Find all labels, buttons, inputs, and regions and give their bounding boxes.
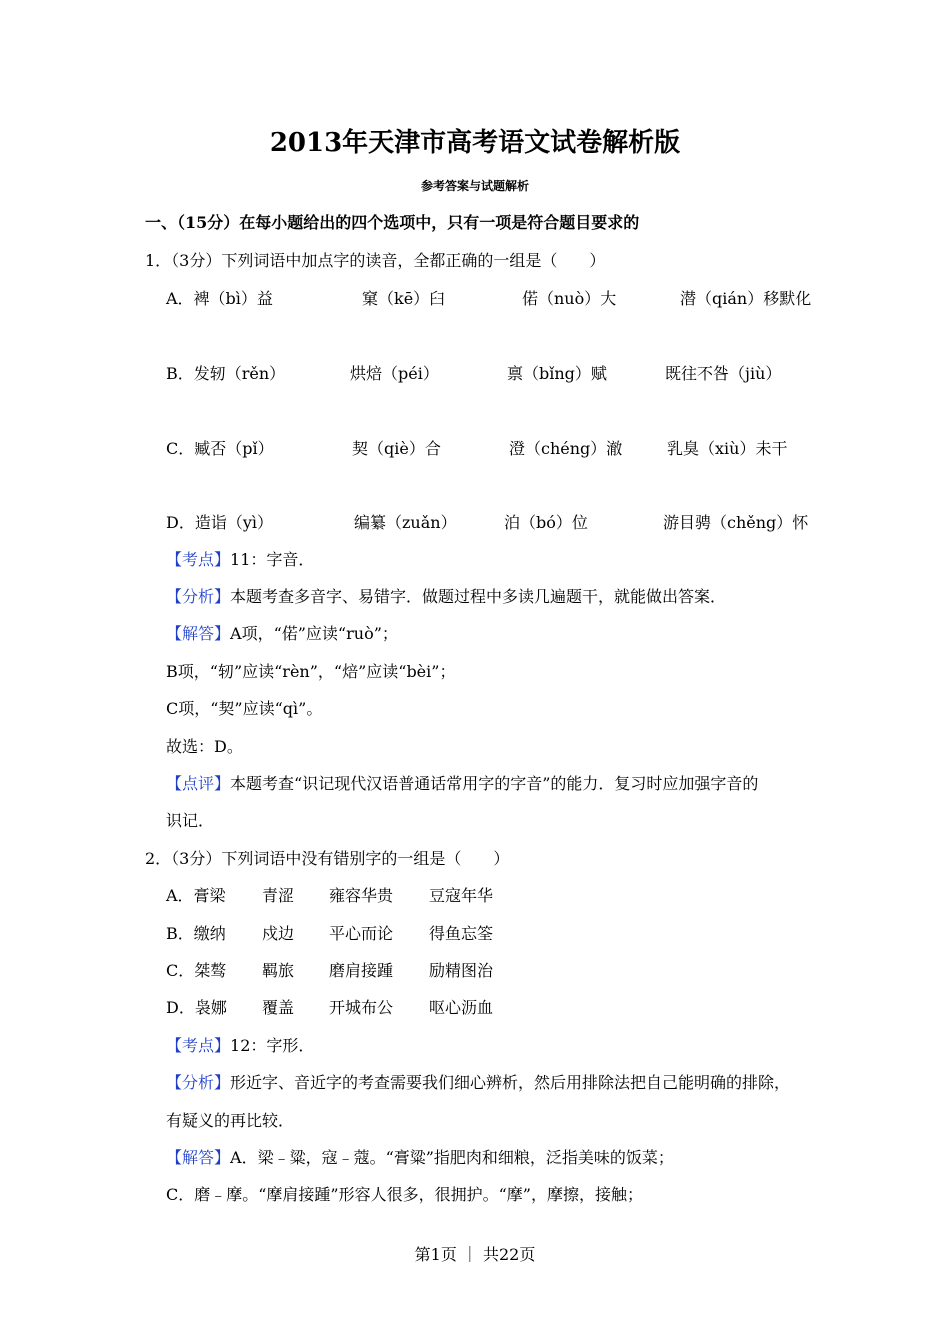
q1-option-c-2: 契（qiè）合 (352, 439, 441, 458)
dianping-tag: 【点评】 (166, 774, 231, 793)
q1-option-d-2: 编纂（zuǎn） (354, 513, 457, 532)
fenxi-text: 形近字、音近字的考查需要我们细心辨析，然后用排除法把自己能明确的排除， (230, 1073, 791, 1092)
q1-option-a-2: 窠（kē）臼 (362, 289, 446, 308)
q1-jieda-line-2: B项，“轫”应读“rèn”，“焙”应读“bèi”； (166, 662, 456, 681)
kaodian-tag: 【考点】 (166, 1036, 231, 1055)
q1-option-a-1: A．裨（bì）益 (166, 289, 273, 308)
q1-option-c-1: C．臧否（pǐ） (166, 439, 274, 458)
q2-option-b-2: 戍边 (262, 924, 295, 943)
q1-jieda-line-3: C项，“契”应读“qì”。 (166, 699, 323, 718)
section-heading: 一、（15分）在每小题给出的四个选项中，只有一项是符合题目要求的 (145, 213, 640, 232)
kaodian-text: 12：字形． (230, 1036, 315, 1055)
kaodian-text: 11：字音． (230, 550, 315, 569)
q2-option-a-2: 青涩 (262, 886, 295, 905)
q1-jieda (166, 621, 398, 644)
q2-fenxi (166, 1070, 790, 1093)
q1-kaodian (166, 547, 314, 570)
fenxi-tag: 【分析】 (166, 587, 231, 606)
q2-jieda-line-2: C．磨﹣摩。“摩肩接踵”形容人很多，很拥护。“摩”，摩擦，接触； (166, 1185, 643, 1204)
q2-option-c-4: 励精图治 (429, 961, 494, 980)
jieda-tag: 【解答】 (166, 624, 231, 643)
q2-option-a-4: 豆寇年华 (429, 886, 494, 905)
q2-option-c-2: 羁旅 (262, 961, 295, 980)
fenxi-text: 本题考查多音字、易错字．做题过程中多读几遍题干，就能做出答案． (230, 587, 727, 606)
q1-option-d-4: 游目骋（chěng）怀 (663, 513, 809, 532)
q1-answer: 故选：D。 (166, 737, 243, 756)
document-title: 2013年天津市高考语文试卷解析版 (269, 128, 681, 158)
q2-option-a-3: 雍容华贵 (329, 886, 394, 905)
q1-option-b-1: B．发轫（rěn） (166, 364, 286, 383)
q1-option-c-4: 乳臭（xiù）未干 (667, 439, 788, 458)
q1-option-d-1: D．造诣（yì） (166, 513, 273, 532)
q2-option-d-2: 覆盖 (262, 998, 295, 1017)
q1-option-d-3: 泊（bó）位 (504, 513, 588, 532)
q2-option-d-3: 开城布公 (329, 998, 394, 1017)
q2-option-a-1: A．膏梁 (166, 886, 226, 905)
q2-option-b-3: 平心而论 (329, 924, 394, 943)
jieda-text: A项，“偌”应读“ruò”； (230, 624, 398, 643)
q2-option-b-4: 得鱼忘筌 (429, 924, 494, 943)
q1-option-b-3: 禀（bǐng）赋 (507, 364, 607, 383)
q1-option-a-3: 偌（nuò）大 (522, 289, 617, 308)
q1-dianping-line-2: 识记． (166, 811, 215, 830)
q2-option-d-4: 呕心沥血 (429, 998, 494, 1017)
q1-stem: 1．（3分）下列词语中加点字的读音，全都正确的一组是（ ） (145, 251, 606, 270)
q2-stem: 2．（3分）下列词语中没有错别字的一组是（ ） (145, 849, 510, 868)
document-subtitle: 参考答案与试题解析 (420, 179, 529, 193)
q1-fenxi (166, 584, 726, 607)
jieda-text: A．梁﹣粱，寇﹣蔻。“膏粱”指肥肉和细粮，泛指美味的饭菜； (230, 1148, 674, 1167)
q2-jieda (166, 1145, 674, 1168)
jieda-tag: 【解答】 (166, 1148, 231, 1167)
q1-option-a-4: 潜（qián）移默化 (680, 289, 812, 308)
q2-option-c-1: C．桀骜 (166, 961, 227, 980)
q2-option-c-3: 磨肩接踵 (329, 961, 394, 980)
q2-option-b-1: B．缴纳 (166, 924, 226, 943)
q2-kaodian (166, 1033, 314, 1056)
kaodian-tag: 【考点】 (166, 550, 231, 569)
q1-option-b-4: 既往不咎（jiù） (665, 364, 782, 383)
q2-fenxi-line-2: 有疑义的再比较． (166, 1111, 295, 1130)
page-footer: 第1页 ｜ 共22页 (414, 1245, 536, 1264)
q2-option-d-1: D．袅娜 (166, 998, 227, 1017)
q1-dianping (166, 771, 758, 794)
q1-option-c-3: 澄（chéng）澈 (509, 439, 623, 458)
fenxi-tag: 【分析】 (166, 1073, 231, 1092)
q1-option-b-2: 烘焙（péi） (350, 364, 439, 383)
dianping-text: 本题考查“识记现代汉语普通话常用字的字音”的能力．复习时应加强字音的 (230, 774, 759, 793)
